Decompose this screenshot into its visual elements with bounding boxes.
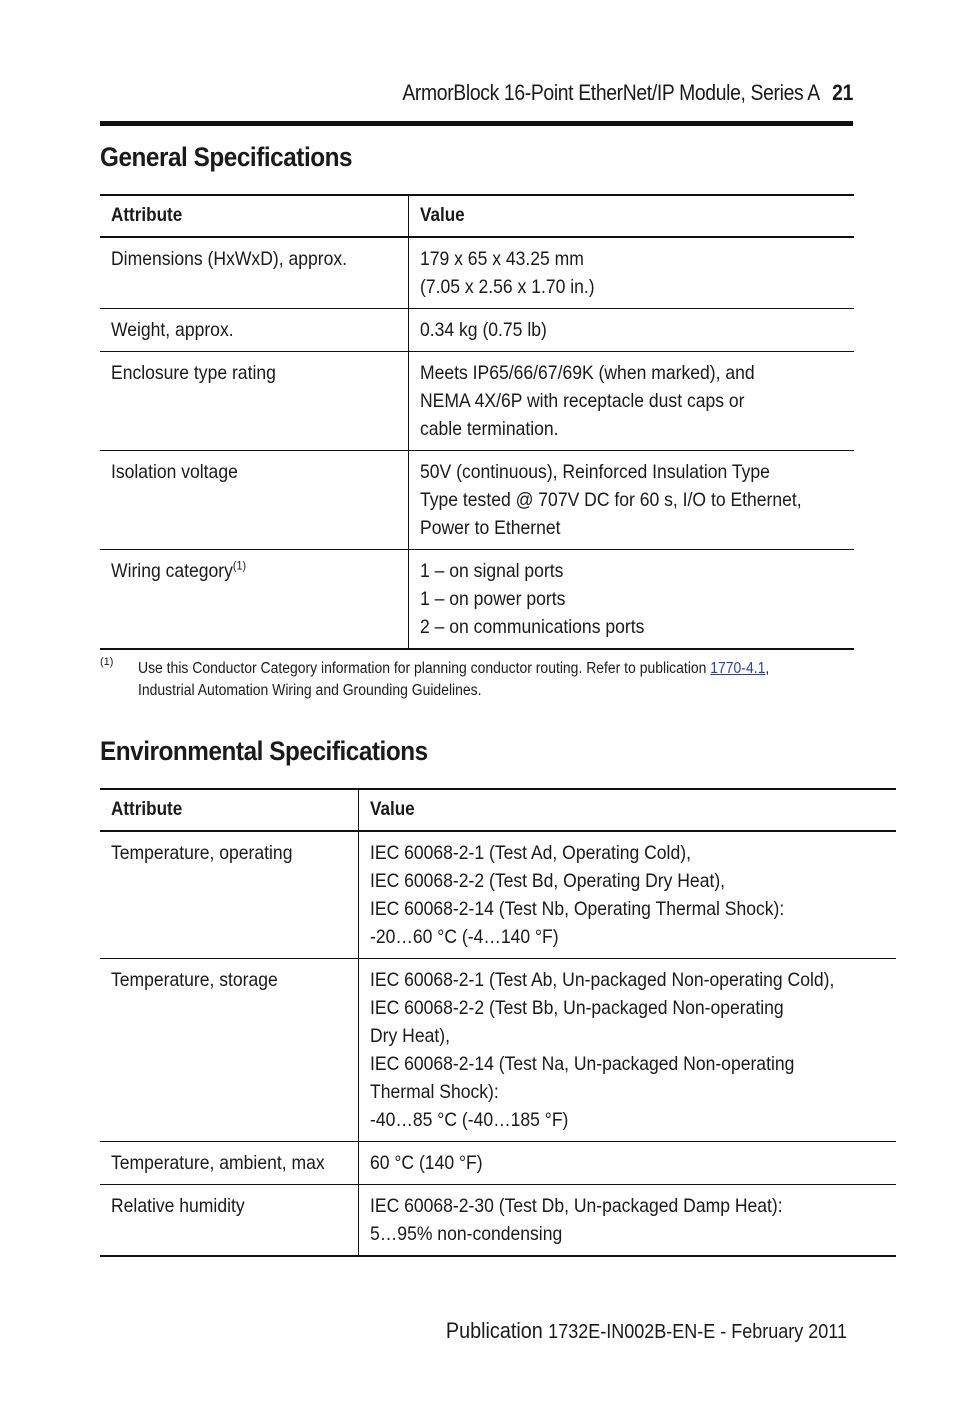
table-row (100, 831, 896, 959)
header-title: ArmorBlock 16-Point EtherNet/IP Module, Series A (402, 80, 820, 105)
general-specifications-heading: General Specifications (100, 142, 353, 172)
running-header (190, 80, 853, 106)
table-row (100, 237, 854, 309)
column-header-value: Value (359, 789, 896, 831)
page-number: 21 (832, 80, 853, 105)
attribute-cell: Isolation voltage (100, 451, 408, 550)
footnote-reference: (1) (232, 558, 247, 573)
attribute-cell: Dimensions (HxWxD), approx. (100, 237, 408, 309)
page-footer (355, 1318, 847, 1344)
table-row (100, 1185, 896, 1257)
table-row (100, 1142, 896, 1185)
table-row (100, 550, 854, 650)
attribute-cell: Temperature, operating (100, 831, 359, 959)
table-header-row (100, 789, 896, 831)
attribute-cell: Weight, approx. (100, 309, 408, 352)
attribute-cell: Temperature, storage (100, 959, 359, 1142)
column-header-value: Value (408, 195, 854, 237)
value-cell: 179 x 65 x 43.25 mm (7.05 x 2.56 x 1.70 in.) (408, 237, 854, 309)
publication-label: Publication (445, 1318, 543, 1343)
environmental-specifications-heading: Environmental Specifications (100, 736, 428, 766)
table-row (100, 309, 854, 352)
value-cell: 1 – on signal ports 1 – on power ports 2 – on communications ports (408, 550, 854, 650)
attribute-cell: Relative humidity (100, 1185, 359, 1257)
value-cell: IEC 60068-2-30 (Test Db, Un-packaged Damp Heat): 5…95% non-condensing (359, 1185, 896, 1257)
table-row (100, 451, 854, 550)
value-cell: 50V (continuous), Reinforced Insulation Type Type tested @ 707V DC for 60 s, I/O to Ethernet, Power to Ethernet (408, 451, 854, 550)
column-header-attribute: Attribute (100, 789, 359, 831)
value-cell: IEC 60068-2-1 (Test Ad, Operating Cold), IEC 60068-2-2 (Test Bd, Operating Dry Heat), IEC 60068-2-14 (Test Nb, Operating Thermal Shock): -20…60 °C (-4…140 °F) (359, 831, 896, 959)
table-row (100, 352, 854, 451)
attribute-cell: Wiring category$^{(1)}$ (100, 550, 408, 650)
table-row (100, 959, 896, 1142)
column-header-attribute: Attribute (100, 195, 408, 237)
footnote-text: Use this Conductor Category information for planning conductor routing. Refer to publication 1770-4.1, Industrial Automation Wiring and Grounding Guidelines. (138, 660, 770, 699)
value-cell: 60 °C (140 °F) (359, 1142, 896, 1185)
attribute-cell: Enclosure type rating (100, 352, 408, 451)
value-cell: IEC 60068-2-1 (Test Ab, Un-packaged Non-operating Cold), IEC 60068-2-2 (Test Bb, Un-packaged Non-operating Dry Heat), IEC 60068-2-14 (Test Na, Un-packaged Non-operating Thermal Shock): -40…85 °C (-40…185 °F) (359, 959, 896, 1142)
environmental-specifications-table (100, 788, 896, 1257)
general-specifications-table (100, 194, 854, 650)
table-header-row (100, 195, 854, 237)
header-rule (100, 121, 853, 126)
value-cell: 0.34 kg (0.75 lb) (408, 309, 854, 352)
value-cell: Meets IP65/66/67/69K (when marked), and NEMA 4X/6P with receptacle dust caps or cable termination. (408, 352, 854, 451)
attribute-cell: Temperature, ambient, max (100, 1142, 359, 1185)
footnote-marker: (1) (100, 656, 114, 668)
publication-link[interactable]: 1770-4.1 (710, 660, 766, 677)
publication-number: 1732E-IN002B-EN-E - February 2011 (548, 1321, 847, 1343)
